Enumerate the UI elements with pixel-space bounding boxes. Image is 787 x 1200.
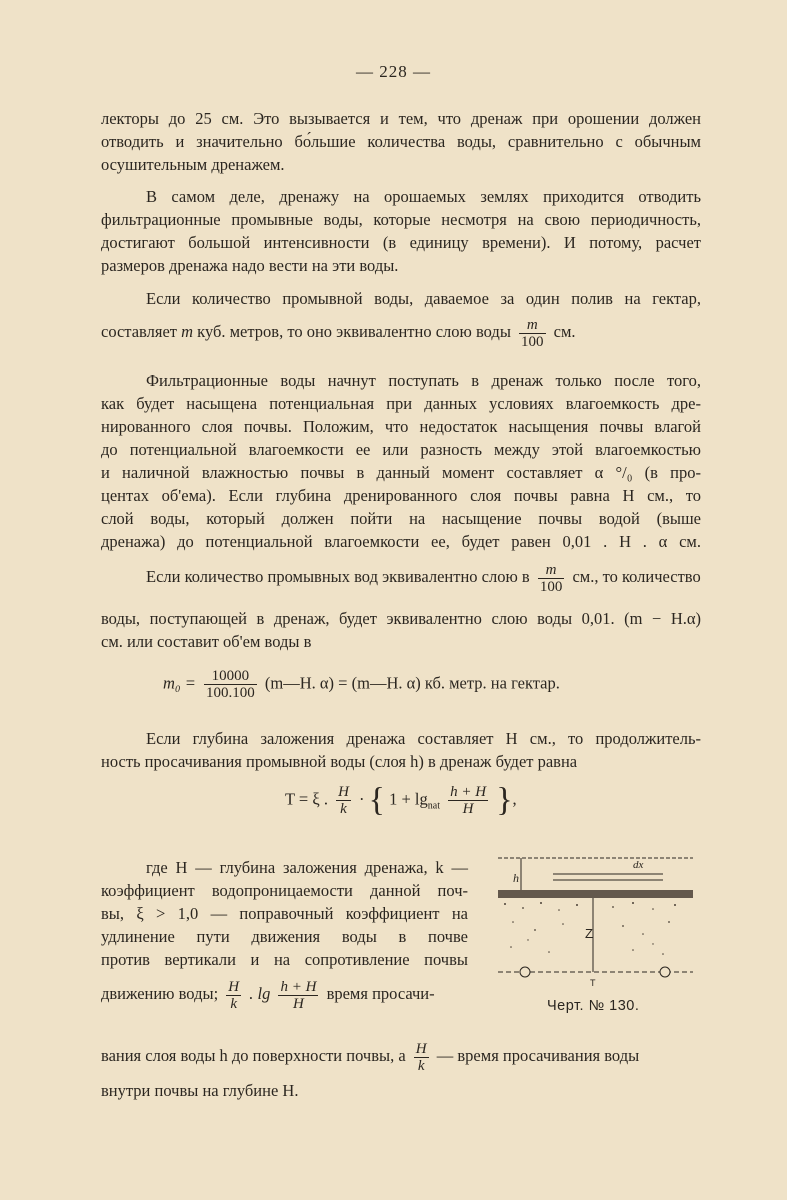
f2-frac2-den: H (448, 800, 488, 817)
f2-end: , (512, 789, 517, 809)
page-number: — 228 — (356, 62, 431, 81)
formula-m0 (163, 668, 560, 701)
f1-lhs: m₀ = (163, 673, 196, 693)
drainage-diagram (493, 852, 698, 1002)
p5-line-1 (146, 555, 701, 599)
p1-line-1: лекторы до 25 см. Это вызывается и тем, что дренаж при орошении должен (101, 109, 701, 128)
f2-dot: · (359, 789, 365, 809)
p4-line-3: нированного слоя почвы. Положим, что недостаток насыщения почвы влагой (101, 417, 701, 436)
f2-mid: 1 + lg (389, 789, 428, 809)
p5-fraction (538, 562, 565, 595)
p2-line-3: достигают большой интенсивности (в единицу времени). И потому, расчет (101, 233, 701, 252)
label-h: h (513, 871, 519, 885)
p7-frac1-den: k (226, 995, 241, 1012)
f1-frac-num: 10000 (211, 668, 250, 684)
p5-frac-num: m (545, 561, 557, 578)
p7-line-4: удлинение пути движения воды в почве (101, 927, 468, 946)
p4-line-4: до потенциальной влагоемкости ее или разность между этой влагоемкостью (101, 440, 701, 459)
f2-lhs: T = ξ . (285, 789, 328, 809)
p7-text-a: движению воды; (101, 984, 219, 1003)
drain-pipe-left (520, 967, 530, 977)
p8-text-b: — время просачивания воды (436, 1046, 640, 1065)
label-z: Z (585, 926, 593, 941)
p7-line-5: против вертикали и на сопротивление почвы (101, 950, 468, 969)
p5-text-a: Если количество промывных вод эквивалентно слою в (146, 567, 530, 586)
p4-line-6: центах об'ема). Если глубина дренированного слоя почвы равна H см., то (101, 486, 701, 505)
f1-rhs: (m—H. α) = (m—H. α) кб. метр. на гектар. (264, 673, 560, 693)
p4-line-5: и наличной влажностью почвы в данный момент составляет α °/₀ (в про- (101, 463, 701, 482)
p3-fraction (519, 317, 546, 350)
p7-text-c: время просачи- (326, 984, 435, 1003)
p7-line-2: коэффициент водопроницаемости данной поч- (101, 881, 468, 900)
soil-surface (498, 890, 693, 898)
f2-nat: nat (427, 800, 440, 812)
f1-frac-den: 100.100 (206, 685, 255, 701)
p2-line-2: фильтрационные промывные воды, которые несмотря на свою периодичность, (101, 210, 701, 229)
p7-frac1-num: H (228, 978, 240, 995)
p7-line-1: где H — глубина заложения дренажа, k — (146, 858, 468, 877)
p3-frac-num: m (526, 316, 538, 333)
figure-caption: Черт. № 130. (547, 998, 640, 1014)
p3-text-b: куб. метров, то оно эквивалентно слою воды (197, 322, 511, 341)
p5-text-b: см., то количество (572, 567, 701, 586)
f1-fraction (204, 668, 257, 701)
p5-line-3: см. или составит об'ем воды в (101, 632, 312, 651)
f2-frac2-num: h + H (450, 784, 487, 800)
p7-frac2-den: H (278, 995, 318, 1012)
p7-frac2-num: h + H (280, 978, 317, 995)
p1-line-2: отводить и значительно бо́льшие количества воды, сравнительно с обычным (101, 132, 701, 151)
p3-frac-den: 100 (521, 333, 544, 350)
p4-line-7: слой воды, который должен пойти на насыщение почвы водой (выше (101, 509, 701, 528)
p7-frac2 (278, 979, 318, 1012)
p8-frac-num: H (415, 1040, 427, 1057)
p5-frac-den: 100 (539, 578, 563, 595)
p3-text-a: составляет (101, 322, 177, 341)
p3-var-m: m (181, 322, 194, 341)
p7-line-3: вы, ξ > 1,0 — поправочный коэффициент на (101, 904, 468, 923)
p3-line-2 (101, 310, 701, 354)
p8-line-1 (101, 1034, 701, 1078)
p7-frac1 (226, 979, 241, 1012)
p2-line-1: В самом деле, дренажу на орошаемых землях приходится отводить (146, 187, 701, 206)
p3-line-1: Если количество промывной воды, даваемое за один полив на гектар, (146, 289, 701, 308)
p4-line-2: как будет насыщена потенциальная при данных условиях влагоемкость дре- (101, 394, 701, 413)
p4-line-8: дренажа) до потенциальной влагоемкости ее, будет равен 0,01 . H . α см. (101, 532, 701, 551)
p8-line-2: внутри почвы на глубине H. (101, 1081, 299, 1100)
p3-text-c: см. (553, 322, 576, 341)
p6-line-2: ность просачивания промывной воды (слоя h) в дренаж будет равна (101, 752, 578, 771)
label-t: T (590, 978, 596, 988)
f2-frac1-num: H (338, 784, 349, 800)
f2-paren-close: } (496, 781, 513, 819)
f2-frac1-den: k (336, 800, 351, 817)
f2-frac2 (448, 784, 488, 817)
p5-line-2: воды, поступающей в дренаж, будет эквивалентно слою воды 0,01. (m − H.α) (101, 609, 701, 628)
formula-t (285, 781, 517, 819)
label-dx: dx (633, 859, 644, 871)
f2-paren-open: { (368, 781, 385, 819)
p4-line-1: Фильтрационные воды начнут поступать в дренаж только после того, (146, 371, 701, 390)
p8-frac-den: k (414, 1057, 429, 1074)
f2-frac1 (336, 784, 351, 817)
drain-pipe-right (660, 967, 670, 977)
p7-text-b: . lg (249, 984, 271, 1003)
p6-line-1: Если глубина заложения дренажа составляет H см., то продолжитель- (146, 729, 701, 748)
p8-text-a: вания слоя воды h до поверхности почвы, а (101, 1046, 406, 1065)
p8-fraction (414, 1041, 429, 1074)
p1-line-3: осушительным дренажем. (101, 155, 285, 174)
p7-line-6 (101, 972, 468, 1016)
p2-line-4: размеров дренажа надо вести на эти воды. (101, 256, 399, 275)
